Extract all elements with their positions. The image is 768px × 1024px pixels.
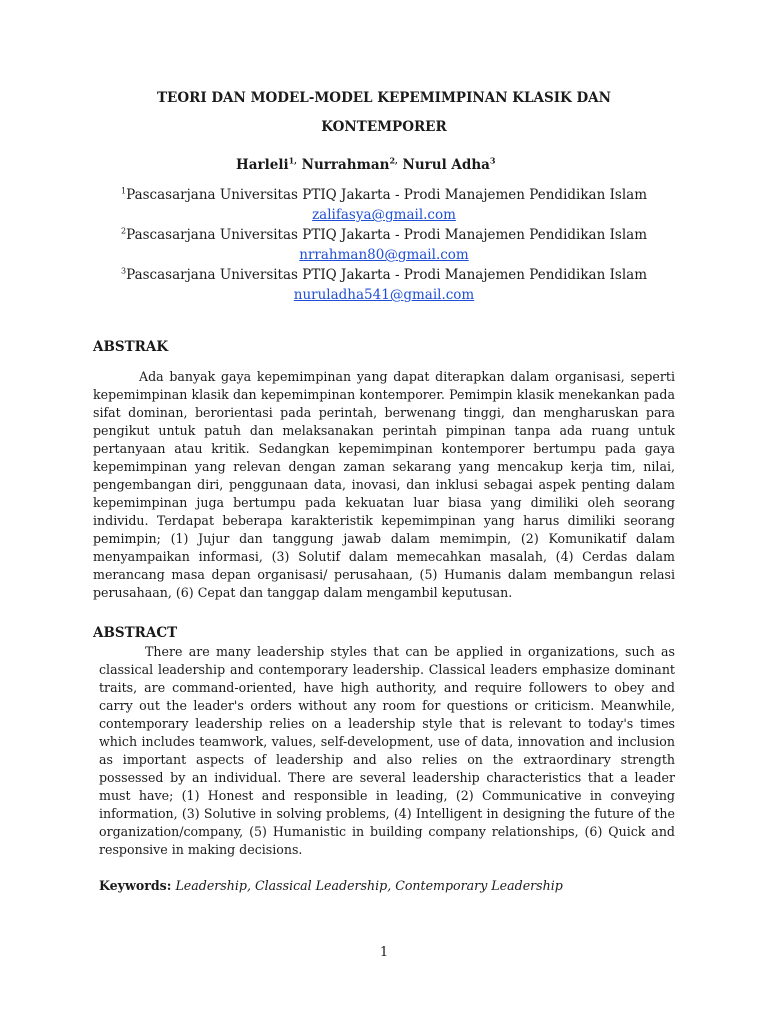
affiliation-2 <box>60 227 708 243</box>
email-link-2[interactable]: nrrahman80@gmail.com <box>299 247 469 263</box>
affiliation-mark: 1 <box>121 186 127 196</box>
author-mark: 1, <box>288 155 297 166</box>
keywords-list: Leadership, Classical Leadership, Contemporary Leadership <box>175 878 563 893</box>
email-link-3[interactable]: nuruladha541@gmail.com <box>293 287 475 303</box>
affiliation-1 <box>60 187 708 203</box>
affiliation-text: Pascasarjana Universitas PTIQ Jakarta - Prodi Manajemen Pendidikan Islam <box>126 227 647 243</box>
author-name: Nurrahman <box>296 157 390 173</box>
keywords-line <box>99 878 699 893</box>
abstract-heading: ABSTRACT <box>93 625 178 641</box>
author-mark: 2, <box>389 155 398 166</box>
page-number: 1 <box>379 945 389 960</box>
paper-title-line-1: TEORI DAN MODEL-MODEL KEPEMIMPINAN KLASIK DAN <box>157 90 611 106</box>
author-mark: 3 <box>489 155 496 166</box>
email-link-1[interactable]: zalifasya@gmail.com <box>312 207 456 223</box>
author-name: Harleli <box>236 157 289 173</box>
affiliation-mark: 2 <box>121 226 127 236</box>
affiliation-text: Pascasarjana Universitas PTIQ Jakarta - Prodi Manajemen Pendidikan Islam <box>126 187 647 203</box>
affiliation-3 <box>60 267 708 283</box>
keywords-label: Keywords: <box>99 878 172 893</box>
abstrak-heading: ABSTRAK <box>93 339 169 355</box>
abstrak-paragraph: Ada banyak gaya kepemimpinan yang dapat diterapkan dalam organisasi, seperti kepemimpinan klasik dan kepemimpinan kontemporer. Pemimpin klasik menekankan pada sifat dominan, berorientasi pada perintah, berwenang tinggi, dan mengharuskan para pengikut untuk patuh dan melaksanakan perintah pimpinan tanpa ada ruang untuk pertanyaan atau kritik. Sedangkan kepemimpinan kontemporer bertumpu pada gaya kepemimpinan yang relevan dengan zaman sekarang yang mencakup kerja tim, nilai, pengembangan diri, penggunaan data, inovasi, dan inklusi sebagai aspek penting dalam kepemimpinan juga bertumpu pada kekuatan luar biasa yang dimiliki oleh seorang individu. Terdapat beberapa karakteristik kepemimpinan yang harus dimiliki seorang pemimpin; (1) Jujur dan tanggung jawab dalam memimpin, (2) Komunikatif dalam menyampaikan informasi, (3) Solutif dalam memecahkan masalah, (4) Cerdas dalam merancang masa depan organisasi/ perusahaan, (5) Humanis dalam membangun relasi perusahaan, (6) Cepat dan tanggap dalam mengambil keputusan. <box>93 369 675 600</box>
author-name: Nurul Adha <box>397 157 490 173</box>
abstract-paragraph: There are many leadership styles that can be applied in organizations, such as classical leadership and contemporary leadership. Classical leaders emphasize dominant traits, are command-oriented, have high authority, and require followers to obey and carry out the leader's orders without any room for questions or criticism. Meanwhile, contemporary leadership relies on a leadership style that is relevant to today's times which includes teamwork, values, self-development, use of data, innovation and inclusion as important aspects of leadership and also relies on the extraordinary strength possessed by an individual. There are several leadership characteristics that a leader must have; (1) Honest and responsible in leading, (2) Communicative in conveying information, (3) Solutive in solving problems, (4) Intelligent in designing the future of the organization/company, (5) Humanistic in building company relationships, (6) Quick and responsive in making decisions. <box>99 644 675 857</box>
author-list <box>236 157 495 173</box>
paper-title-line-2: KONTEMPORER <box>321 119 447 135</box>
affiliation-text: Pascasarjana Universitas PTIQ Jakarta - Prodi Manajemen Pendidikan Islam <box>126 267 647 283</box>
affiliation-mark: 3 <box>121 266 127 276</box>
